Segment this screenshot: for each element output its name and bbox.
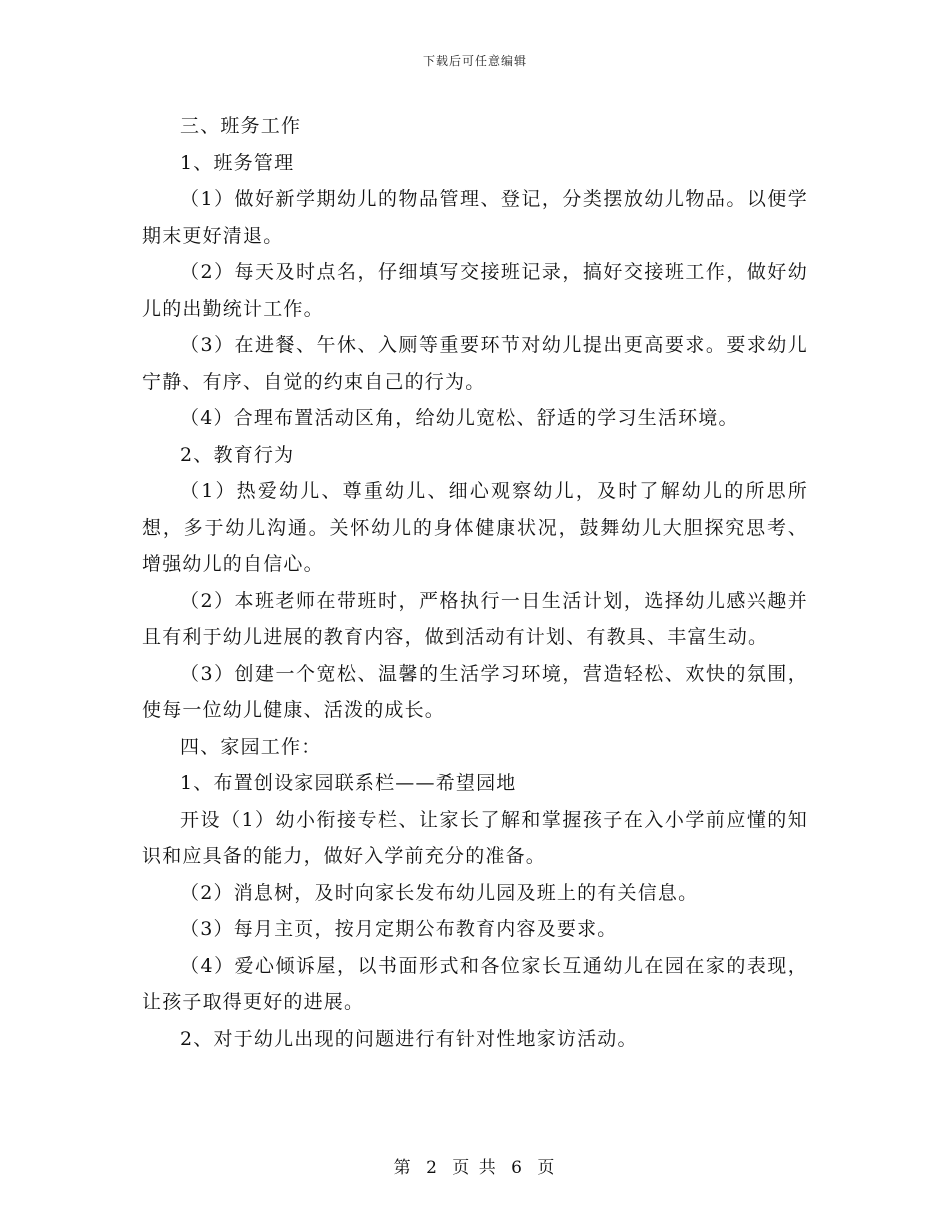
subsection-heading: 2、教育行为 — [180, 443, 295, 466]
section-heading: 三、班务工作 — [180, 115, 302, 137]
page-header: 下载后可任意编辑 — [422, 54, 527, 68]
section-heading: 四、家园工作： — [180, 735, 322, 758]
paragraph: （4）合理布置活动区角，给幼儿宽松、舒适的学习生活环境。 — [180, 407, 739, 429]
paragraph: （3）创建一个宽松、温馨的生活学习环境，营造轻松、欢快的氛围，使每一位幼儿健康、活泼的成长。 — [142, 662, 808, 721]
paragraph: （2）消息树，及时向家长发布幼儿园及班上的有关信息。 — [180, 881, 699, 904]
paragraph: 开设（1）幼小衔接专栏、让家长了解和掌握孩子在入小学前应懂的知识和应具备的能力，做好入学前充分的准备。 — [142, 808, 808, 867]
subsection-heading: 1、班务管理 — [180, 151, 295, 174]
current-page-number: 2 — [426, 1158, 439, 1178]
subsection-heading: 1、布置创设家园联系栏——希望园地 — [180, 772, 517, 794]
paragraph: （3）每月主页，按月定期公布教育内容及要求。 — [180, 918, 618, 940]
paragraph: （3）在进餐、午休、入厕等重要环节对幼儿提出更高要求。要求幼儿宁静、有序、自觉的约束自己的行为。 — [142, 334, 808, 393]
total-pages-number: 6 — [511, 1158, 524, 1178]
document-body — [142, 108, 808, 1057]
paragraph: （1）做好新学期幼儿的物品管理、登记，分类摆放幼儿物品。以便学期末更好清退。 — [142, 188, 808, 247]
footer-prefix: 第 — [393, 1158, 413, 1178]
paragraph: （2）每天及时点名，仔细填写交接班记录，搞好交接班工作，做好幼儿的出勤统计工作。 — [142, 261, 808, 320]
footer-middle: 页 共 — [452, 1158, 498, 1178]
footer-suffix: 页 — [537, 1158, 557, 1178]
page-footer — [0, 1153, 950, 1178]
subsection-heading: 2、对于幼儿出现的问题进行有针对性地家访活动。 — [180, 1027, 638, 1050]
paragraph: （2）本班老师在带班时，严格执行一日生活计划，选择幼儿感兴趣并且有利于幼儿进展的教育内容，做到活动有计划、有教具、丰富生动。 — [142, 589, 808, 648]
paragraph: （1）热爱幼儿、尊重幼儿、细心观察幼儿，及时了解幼儿的所思所想，多于幼儿沟通。关怀幼儿的身体健康状况，鼓舞幼儿大胆探究思考、增强幼儿的自信心。 — [142, 480, 808, 575]
paragraph: （4）爱心倾诉屋，以书面形式和各位家长互通幼儿在园在家的表现，让孩子取得更好的进展。 — [142, 954, 808, 1013]
